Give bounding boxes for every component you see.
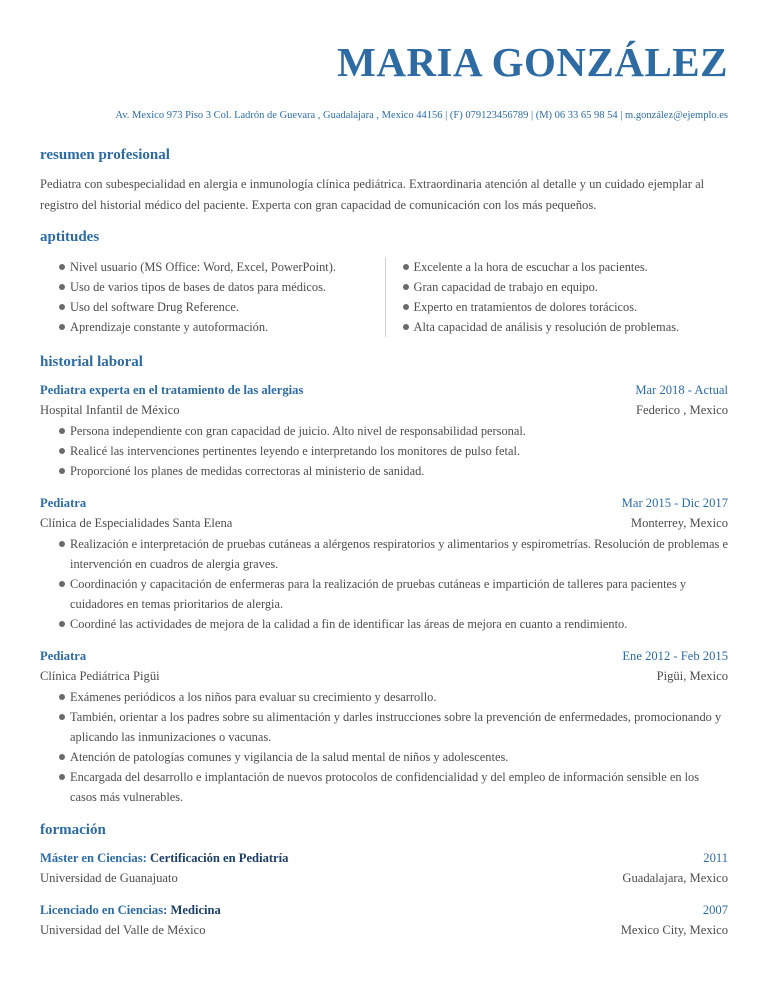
job-entry — [40, 493, 728, 634]
education-degree-line — [40, 848, 288, 868]
job-bullet: Realicé las intervenciones pertinentes leyendo e interpretando los monitores de pulso fetal. — [58, 441, 728, 461]
skill-item: Gran capacidad de trabajo en equipo. — [402, 277, 729, 297]
job-bullet: Exámenes periódicos a los niños para evaluar su crecimiento y desarrollo. — [58, 687, 728, 707]
job-bullet: Coordinación y capacitación de enfermeras para la realización de pruebas cutáneas e impartición de talleres para pacientes y cuidadores en temas prioritarios de alergia. — [58, 574, 728, 614]
job-bullet: Coordiné las actividades de mejora de la calidad a fin de identificar las áreas de mejora en cuanto a rendimiento. — [58, 614, 728, 634]
skill-item: Excelente a la hora de escuchar a los pacientes. — [402, 257, 729, 277]
education-entry — [40, 900, 728, 940]
degree: Máster en Ciencias — [40, 851, 143, 865]
job-bullet: Atención de patologías comunes y vigilancia de la salud mental de niños y adolescentes. — [58, 747, 728, 767]
skill-item: Uso del software Drug Reference. — [58, 297, 385, 317]
skill-item: Nivel usuario (MS Office: Word, Excel, PowerPoint). — [58, 257, 385, 277]
education-heading: formación — [40, 822, 106, 838]
job-bullet: También, orientar a los padres sobre su alimentación y darles instrucciones sobre la prevención de enfermedades, promocionando y aplicando las inmunizaciones o vacunas. — [58, 707, 728, 747]
skills-column-right — [385, 257, 729, 337]
skills-column-left — [58, 257, 385, 337]
job-dates: Mar 2015 - Dic 2017 — [621, 496, 728, 510]
degree: Licenciado en Ciencias — [40, 903, 164, 917]
skill-item: Uso de varios tipos de bases de datos para médicos. — [58, 277, 385, 297]
job-location: Monterrey, Mexico — [630, 516, 728, 530]
graduation-year: 2007 — [702, 903, 728, 917]
employer: Hospital Infantil de México — [40, 403, 180, 417]
degree-separator: : — [142, 851, 150, 865]
school-location: Mexico City, Mexico — [620, 923, 728, 937]
job-title: Pediatra — [40, 496, 87, 510]
job-bullet: Realización e interpretación de pruebas cutáneas a alérgenos respiratorios y alimentarios y espirometrías. Resolución de problemas e intervención en cuadros de alergia graves. — [58, 534, 728, 574]
work-history-heading: historial laboral — [40, 354, 143, 370]
job-dates: Ene 2012 - Feb 2015 — [622, 649, 728, 663]
summary-text: Pediatra con subespecialidad en alergia e inmunología clínica pediátrica. Extraordinaria atención al detalle y un cuidado ejemplar al registro del historial médico del paciente. Experta con gran capacidad de comunicación con los más pequeños. — [40, 177, 705, 212]
employer: Clínica Pediátrica Pigüi — [40, 669, 160, 683]
job-title: Pediatra — [40, 649, 87, 663]
skill-item: Alta capacidad de análisis y resolución de problemas. — [402, 317, 729, 337]
contact-info: Av. Mexico 973 Piso 3 Col. Ladrón de Guevara , Guadalajara , Mexico 44156 | (F) 079123456789 | (M) 06 33 65 98 54 | m.gonzález@ejemplo.es — [115, 110, 728, 121]
education-entry — [40, 848, 728, 888]
job-bullet: Proporcioné los planes de medidas correctoras al ministerio de sanidad. — [58, 461, 728, 481]
skills-heading: aptitudes — [40, 229, 100, 245]
summary-heading: resumen profesional — [40, 147, 170, 163]
job-location: Federico , Mexico — [636, 403, 728, 417]
school-location: Guadalajara, Mexico — [622, 871, 728, 885]
school: Universidad del Valle de México — [40, 923, 206, 937]
job-entry — [40, 646, 728, 807]
degree-field: Certificación en Pediatría — [149, 851, 289, 865]
degree-field: Medicina — [170, 903, 221, 917]
employer: Clínica de Especialidades Santa Elena — [40, 516, 233, 530]
skills-list — [58, 257, 728, 337]
job-dates: Mar 2018 - Actual — [635, 383, 728, 397]
education-degree-line — [40, 900, 221, 920]
job-bullet: Encargada del desarrollo e implantación de nuevos protocolos de confidencialidad y del empleo de información sensible en los casos más vulnerables. — [58, 767, 728, 807]
candidate-name: MARIA GONZÁLEZ — [337, 39, 728, 85]
skill-item: Aprendizaje constante y autoformación. — [58, 317, 385, 337]
degree-separator: : — [163, 903, 171, 917]
job-title: Pediatra experta en el tratamiento de las alergias — [40, 383, 304, 397]
job-location: Pigüi, Mexico — [656, 669, 728, 683]
skill-item: Experto en tratamientos de dolores torácicos. — [402, 297, 729, 317]
job-bullet: Persona independiente con gran capacidad de juicio. Alto nivel de responsabilidad personal. — [58, 421, 728, 441]
graduation-year: 2011 — [703, 851, 728, 865]
school: Universidad de Guanajuato — [40, 871, 178, 885]
job-entry — [40, 380, 728, 481]
